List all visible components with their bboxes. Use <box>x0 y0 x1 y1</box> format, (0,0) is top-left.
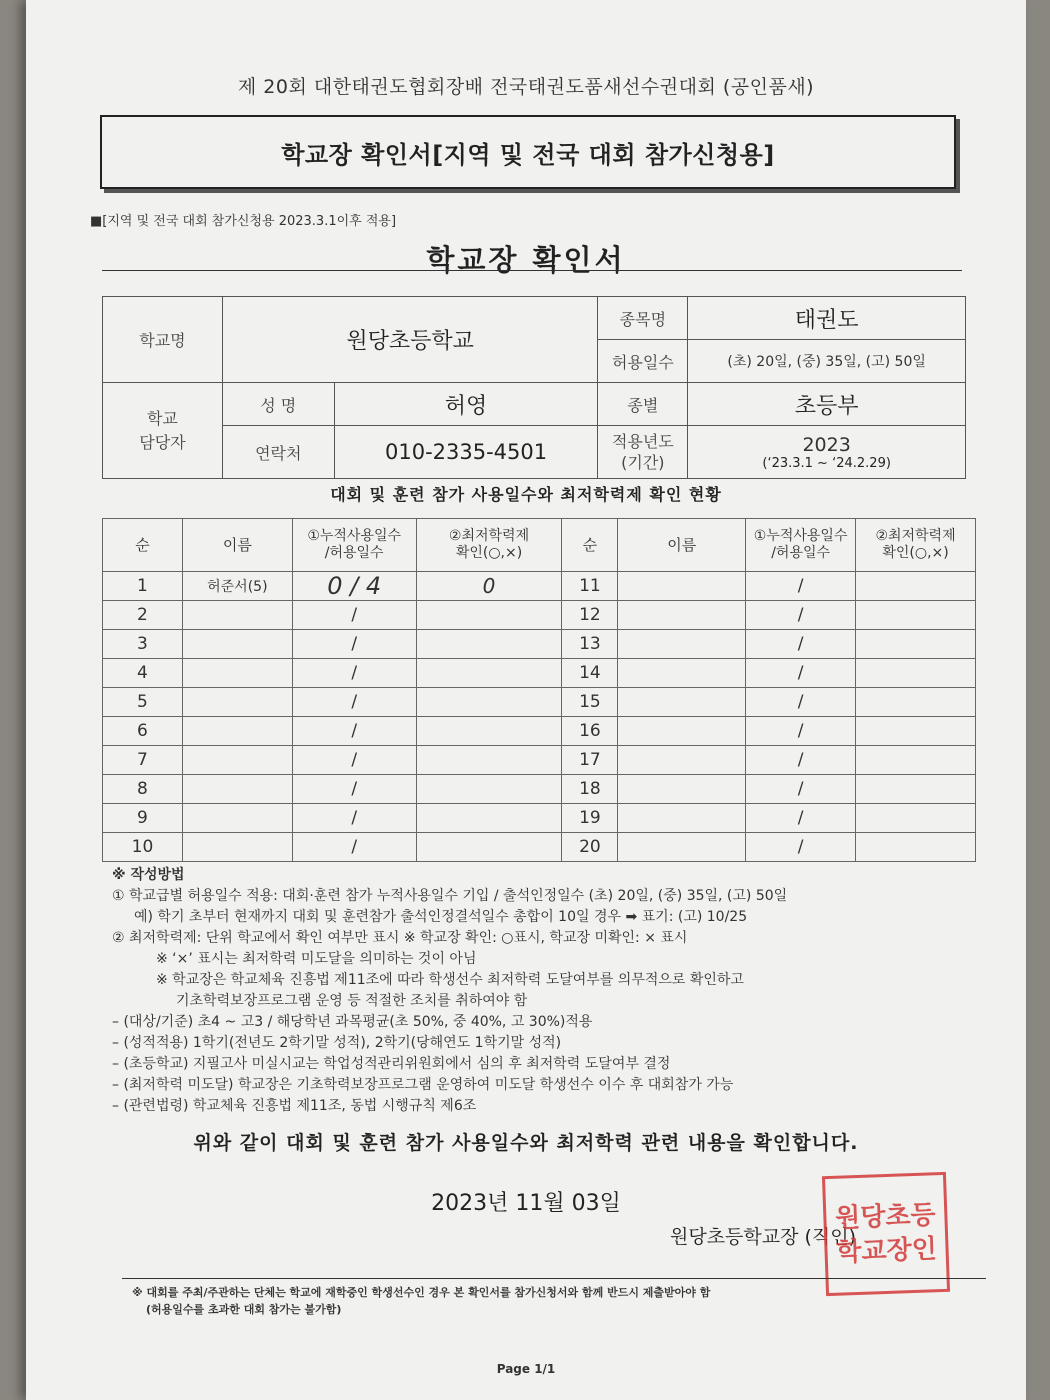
row-name <box>618 659 746 688</box>
row-no: 1 <box>103 572 183 601</box>
title-rule <box>102 270 962 271</box>
row-name <box>182 601 292 630</box>
principal-signature-line: 원당초등학교장 (직인) <box>670 1226 857 1248</box>
row-days: 0 / 4 <box>292 572 416 601</box>
roster-table <box>102 518 976 862</box>
col-days-left: ①누적사용일수 /허용일수 <box>292 519 416 572</box>
table-row <box>103 688 976 717</box>
footer-rule <box>122 1278 986 1279</box>
row-days: / <box>746 746 856 775</box>
row-academic <box>416 746 562 775</box>
row-no: 16 <box>562 717 618 746</box>
row-no: 15 <box>562 688 618 717</box>
instruction-1-example: 예) 학기 초부터 현재까지 대회 및 훈련참가 출석인정결석일수 총합이 10일 경우 ➡ 표기: (고) 10/25 <box>134 909 748 925</box>
confirmation-statement: 위와 같이 대회 및 훈련 참가 사용일수와 최저학력 관련 내용을 확인합니다. <box>193 1132 859 1154</box>
row-no: 17 <box>562 746 618 775</box>
row-academic <box>856 746 976 775</box>
row-academic <box>416 833 562 862</box>
row-academic <box>416 659 562 688</box>
row-name <box>182 659 292 688</box>
detail-5: – (관련법령) 학교체육 진흥법 제11조, 동법 시행규칙 제6조 <box>112 1098 477 1114</box>
row-name <box>618 630 746 659</box>
category-label: 종별 <box>598 383 688 426</box>
row-days: / <box>746 804 856 833</box>
row-days: / <box>292 775 416 804</box>
instruction-2: ② 최저학력제: 단위 학교에서 확인 여부만 표시 ※ 학교장 확인: ○표시, 학교장 미확인: × 표시 <box>112 930 688 946</box>
row-days: / <box>746 601 856 630</box>
table-row <box>103 601 976 630</box>
row-name <box>618 717 746 746</box>
row-name <box>618 572 746 601</box>
row-days: / <box>746 688 856 717</box>
table-row <box>103 630 976 659</box>
row-name <box>618 775 746 804</box>
seal-line-2: 학교장인 <box>835 1234 938 1268</box>
instruction-2-note-a: ※ ‘×’ 표시는 최저학력 미도달을 의미하는 것이 아님 <box>156 951 477 967</box>
contact-value: 010-2335-4501 <box>334 426 598 479</box>
year-period: (‘23.3.1 ~ ‘24.2.29) <box>762 455 891 471</box>
detail-4: – (최저학력 미도달) 학교장은 기초학력보장프로그램 운영하여 미도달 학생선수 이수 후 대회참가 가능 <box>112 1077 734 1093</box>
row-academic <box>416 804 562 833</box>
row-days: / <box>292 717 416 746</box>
table-row <box>103 659 976 688</box>
row-name <box>618 688 746 717</box>
row-no: 14 <box>562 659 618 688</box>
row-name <box>182 746 292 775</box>
issue-date: 2023년 11월 03일 <box>431 1191 621 1216</box>
table-row <box>103 775 976 804</box>
row-academic <box>856 717 976 746</box>
row-name <box>182 775 292 804</box>
row-name <box>182 688 292 717</box>
row-days: / <box>292 746 416 775</box>
col-no-left: 순 <box>103 519 183 572</box>
category-value: 초등부 <box>688 383 966 426</box>
table-row <box>103 746 976 775</box>
row-days: / <box>746 659 856 688</box>
year-value: 2023 <box>802 433 851 456</box>
row-no: 8 <box>103 775 183 804</box>
event-label: 종목명 <box>598 297 688 340</box>
row-academic <box>856 572 976 601</box>
col-name-right: 이름 <box>618 519 746 572</box>
col-name-left: 이름 <box>182 519 292 572</box>
form-note: ■[지역 및 전국 대회 참가신청용 2023.3.1이후 적용] <box>90 214 397 229</box>
row-no: 6 <box>103 717 183 746</box>
row-no: 18 <box>562 775 618 804</box>
row-no: 2 <box>103 601 183 630</box>
detail-2: – (성적적용) 1학기(전년도 2학기말 성적), 2학기(당해연도 1학기말 성적) <box>112 1035 562 1051</box>
document-title: 학교장 확인서[지역 및 전국 대회 참가신청용] <box>281 140 775 169</box>
row-days: / <box>292 630 416 659</box>
name-value: 허영 <box>334 383 598 426</box>
detail-3: – (초등학교) 지필고사 미실시교는 학업성적관리위원회에서 심의 후 최저학력 도달여부 결정 <box>112 1056 671 1072</box>
page-number: Page 1/1 <box>496 1362 556 1376</box>
footnote-line-2: (허용일수를 초과한 대회 참가는 불가함) <box>146 1303 342 1316</box>
row-academic <box>416 775 562 804</box>
row-name <box>618 601 746 630</box>
row-academic <box>856 804 976 833</box>
table-row <box>103 804 976 833</box>
row-no: 4 <box>103 659 183 688</box>
section-title: 대회 및 훈련 참가 사용일수와 최저학력제 확인 현황 <box>330 485 722 504</box>
row-days: / <box>746 630 856 659</box>
roster-header <box>103 519 976 572</box>
footnote-line-1: ※ 대회를 주최/주관하는 단체는 학교에 재학중인 학생선수인 경우 본 확인서를 참가신청서와 함께 반드시 제출받아야 함 <box>132 1286 711 1299</box>
row-academic <box>416 717 562 746</box>
row-days: / <box>292 601 416 630</box>
row-academic: 0 <box>416 572 562 601</box>
school-value: 원당초등학교 <box>222 297 598 383</box>
row-no: 5 <box>103 688 183 717</box>
row-name <box>618 833 746 862</box>
row-no: 3 <box>103 630 183 659</box>
row-no: 19 <box>562 804 618 833</box>
row-name <box>182 804 292 833</box>
row-days: / <box>746 775 856 804</box>
event-title: 제 20회 대한태권도협회장배 전국태권도품새선수권대회 (공인품새) <box>237 76 815 98</box>
row-no: 11 <box>562 572 618 601</box>
row-academic <box>416 688 562 717</box>
detail-1: – (대상/기준) 초4 ~ 고3 / 해당학년 과목평균(초 50%, 중 40%, 고 30%)적용 <box>112 1014 593 1030</box>
document-page <box>26 0 1026 1400</box>
contact-label: 연락처 <box>222 426 334 479</box>
row-no: 20 <box>562 833 618 862</box>
row-days: / <box>292 833 416 862</box>
col-no-right: 순 <box>562 519 618 572</box>
row-name <box>182 717 292 746</box>
school-label: 학교명 <box>103 297 223 383</box>
col-academic-right: ②최저학력제 확인(○,×) <box>856 519 976 572</box>
row-academic <box>856 659 976 688</box>
seal-line-1: 원당초등 <box>834 1200 937 1234</box>
allowed-days-label: 허용일수 <box>598 340 688 383</box>
document-title-box <box>100 115 956 189</box>
instruction-2-note-b: ※ 학교장은 학교체육 진흥법 제11조에 따라 학생선수 최저학력 도달여부를 의무적으로 확인하고 <box>156 972 744 988</box>
row-academic <box>856 630 976 659</box>
row-days: / <box>292 804 416 833</box>
row-name <box>182 833 292 862</box>
year-label: 적용년도 (기간) <box>598 426 688 479</box>
row-days: / <box>292 659 416 688</box>
row-academic <box>856 775 976 804</box>
year-cell <box>688 426 966 479</box>
row-academic <box>416 601 562 630</box>
row-name: 허준서(5) <box>182 572 292 601</box>
instructions-heading: ※ 작성방법 <box>112 867 185 883</box>
manager-label: 학교 담당자 <box>103 383 223 479</box>
footnote <box>132 1284 1012 1318</box>
row-days: / <box>746 572 856 601</box>
row-no: 13 <box>562 630 618 659</box>
row-name <box>618 804 746 833</box>
event-value: 태권도 <box>688 297 966 340</box>
table-row <box>103 572 976 601</box>
form-title: 학교장 확인서 <box>426 243 626 277</box>
name-label: 성 명 <box>222 383 334 426</box>
row-days: / <box>746 717 856 746</box>
col-days-right: ①누적사용일수 /허용일수 <box>746 519 856 572</box>
instruction-1: ① 학교급별 허용일수 적용: 대회·훈련 참가 누적사용일수 기입 / 출석인정일수 (초) 20일, (중) 35일, (고) 50일 <box>112 888 788 904</box>
row-no: 10 <box>103 833 183 862</box>
row-no: 12 <box>562 601 618 630</box>
row-no: 9 <box>103 804 183 833</box>
row-academic <box>856 833 976 862</box>
row-academic <box>416 630 562 659</box>
row-name <box>182 630 292 659</box>
row-days: / <box>746 833 856 862</box>
instruction-2-note-c: 기초학력보장프로그램 운영 등 적절한 조치를 취하여야 함 <box>176 993 528 1009</box>
table-row <box>103 833 976 862</box>
info-table <box>102 296 966 479</box>
instructions <box>112 865 1012 1117</box>
row-name <box>618 746 746 775</box>
row-academic <box>856 688 976 717</box>
row-days: / <box>292 688 416 717</box>
row-academic <box>856 601 976 630</box>
col-academic-left: ②최저학력제 확인(○,×) <box>416 519 562 572</box>
table-row <box>103 717 976 746</box>
row-no: 7 <box>103 746 183 775</box>
allowed-days-value: (초) 20일, (중) 35일, (고) 50일 <box>688 340 966 383</box>
